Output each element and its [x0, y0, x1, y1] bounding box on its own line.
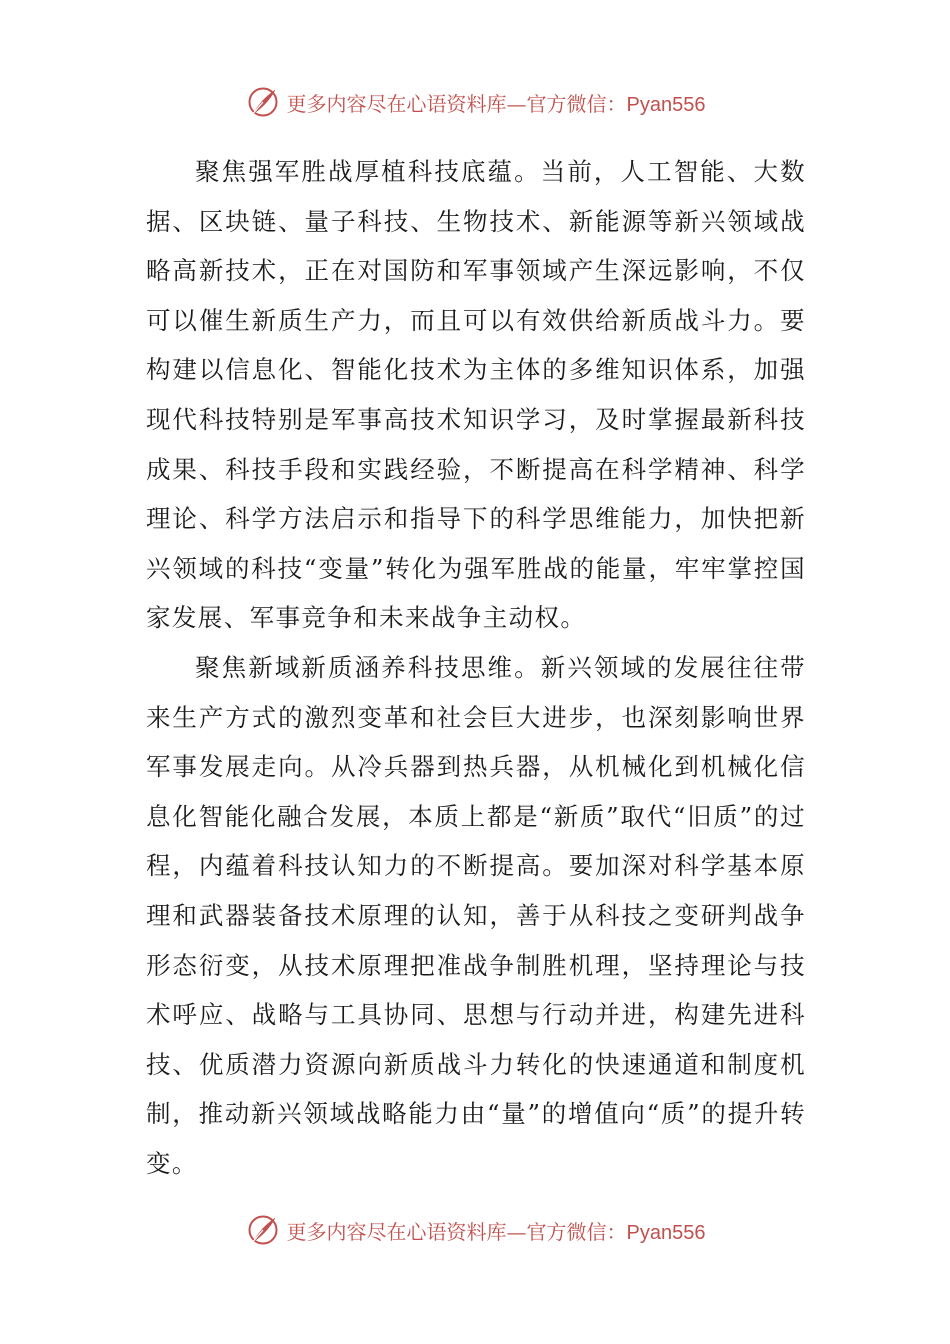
quill-pen-logo-icon — [245, 1212, 281, 1248]
footer-wechat-id: Pyan556 — [626, 1221, 706, 1244]
footer-banner-text — [287, 1216, 706, 1245]
quill-pen-logo-icon — [245, 84, 281, 120]
header-banner — [0, 82, 950, 122]
footer-banner — [0, 1210, 950, 1250]
footer-banner-label: 更多内容尽在心语资料库—官方微信： — [286, 1219, 627, 1244]
paragraph-1: 聚焦强军胜战厚植科技底蕴。当前，人工智能、大数据、区块链、量子科技、生物技术、新能源等新兴领域战略高新技术，正在对国防和军事领域产生深远影响，不仅可以催生新质生产力，而且可以有效供给新质战斗力。要构建以信息化、智能化技术为主体的多维知识体系，加强现代科技特别是军事高技术知识学习，及时掌握最新科技成果、科技手段和实践经验，不断提高在科学精神、科学理论、科学方法启示和指导下的科学思维能力，加快把新兴领域的科技“变量”转化为强军胜战的能量，牢牢掌控国家发展、军事竞争和未来战争主动权。 — [146, 157, 806, 633]
header-banner-label: 更多内容尽在心语资料库—官方微信： — [286, 91, 627, 116]
document-body — [146, 147, 806, 1188]
header-banner-text — [287, 88, 706, 117]
header-wechat-id: Pyan556 — [626, 93, 706, 116]
paragraph-2: 聚焦新域新质涵养科技思维。新兴领域的发展往往带来生产方式的激烈变革和社会巨大进步，也深刻影响世界军事发展走向。从冷兵器到热兵器，从机械化到机械化信息化智能化融合发展，本质上都是“新质”取代“旧质”的过程，内蕴着科技认知力的不断提高。要加深对科学基本原理和武器装备技术原理的认知，善于从科技之变研判战争形态衍变，从技术原理把准战争制胜机理，坚持理论与技术呼应、战略与工具协同、思想与行动并进，构建先进科技、优质潜力资源向新质战斗力转化的快速通道和制度机制，推动新兴领域战略能力由“量”的增值向“质”的提升转变。 — [146, 652, 806, 1178]
